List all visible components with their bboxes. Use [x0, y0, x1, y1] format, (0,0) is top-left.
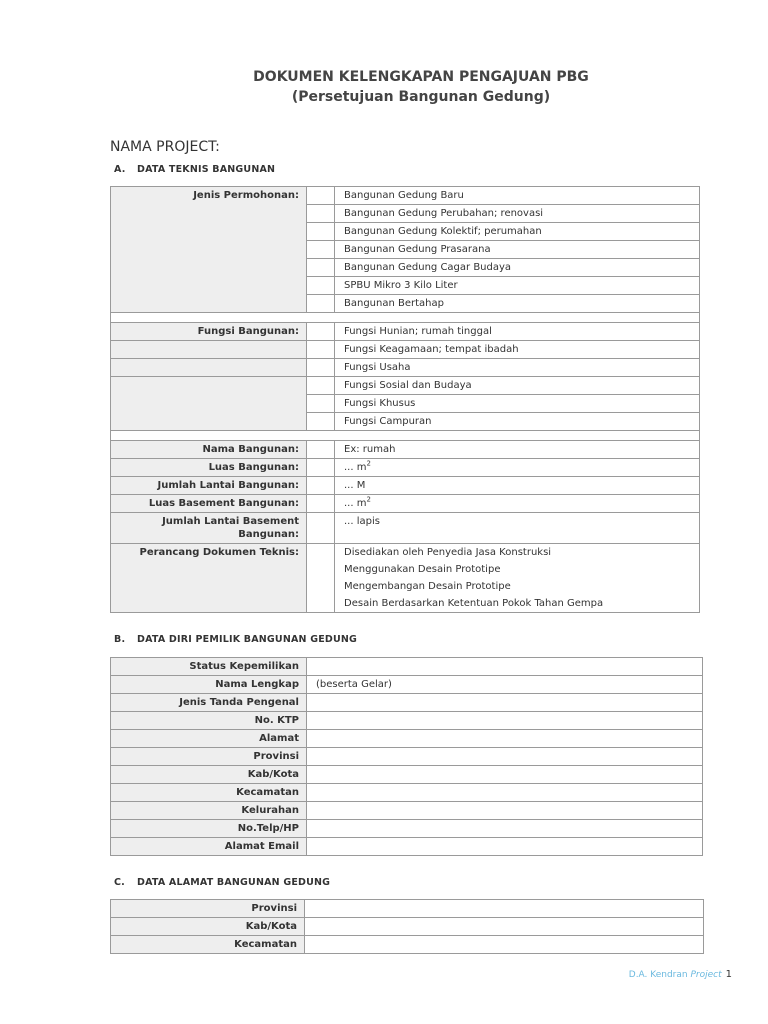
table-row: [111, 441, 700, 459]
table-row: [111, 730, 703, 748]
status-kepemilikan-label: Status Kepemilikan: [111, 658, 307, 676]
table-row: [111, 694, 703, 712]
alamat-kab-kota-field[interactable]: [305, 918, 704, 936]
footer-project: Project: [690, 970, 722, 980]
document-subtitle: (Persetujuan Bangunan Gedung): [291, 89, 551, 105]
spacer-row: [111, 313, 700, 323]
section-c-letter: C.: [114, 877, 125, 888]
technical-data-table: [110, 186, 700, 613]
status-kepemilikan-field[interactable]: [307, 658, 703, 676]
table-row: [111, 748, 703, 766]
perancang-option-3: Mengembangan Desain Prototipe: [335, 578, 700, 595]
section-a-title: DATA TEKNIS BANGUNAN: [137, 164, 276, 175]
table-row: [111, 323, 700, 341]
perancang-option-1: Disediakan oleh Penyedia Jasa Konstruksi: [335, 544, 700, 562]
section-a-letter: A.: [114, 164, 126, 175]
page-footer: [629, 969, 732, 980]
jenis-checkbox-6[interactable]: [307, 277, 335, 295]
kelurahan-label: Kelurahan: [111, 802, 307, 820]
jumlah-lantai-basement-field[interactable]: ... lapis: [335, 513, 700, 544]
table-row: [111, 513, 700, 544]
table-row: [111, 676, 703, 694]
kelurahan-field[interactable]: [307, 802, 703, 820]
jenis-option-2: Bangunan Gedung Perubahan; renovasi: [335, 205, 700, 223]
perancang-option-4: Desain Berdasarkan Ketentuan Pokok Tahan Gempa: [335, 595, 700, 613]
alamat-provinsi-field[interactable]: [305, 900, 704, 918]
table-row: [111, 187, 700, 205]
jenis-tanda-pengenal-field[interactable]: [307, 694, 703, 712]
alamat-label: Alamat: [111, 730, 307, 748]
document-title: DOKUMEN KELENGKAPAN PENGAJUAN PBG: [253, 69, 589, 85]
alamat-kab-kota-label: Kab/Kota: [111, 918, 305, 936]
jenis-checkbox-1[interactable]: [307, 187, 335, 205]
section-b-letter: B.: [114, 634, 126, 645]
table-row: [111, 900, 704, 918]
jenis-tanda-pengenal-label: Jenis Tanda Pengenal: [111, 694, 307, 712]
jenis-checkbox-5[interactable]: [307, 259, 335, 277]
section-b-heading: [114, 634, 357, 645]
jumlah-lantai-field[interactable]: ... M: [335, 477, 700, 495]
no-ktp-label: No. KTP: [111, 712, 307, 730]
jenis-checkbox-7[interactable]: [307, 295, 335, 313]
fungsi-option-4: Fungsi Sosial dan Budaya: [335, 377, 700, 395]
jenis-option-1: Bangunan Gedung Baru: [335, 187, 700, 205]
alamat-kecamatan-label: Kecamatan: [111, 936, 305, 954]
alamat-email-label: Alamat Email: [111, 838, 307, 856]
jenis-option-3: Bangunan Gedung Kolektif; perumahan: [335, 223, 700, 241]
nama-lengkap-field[interactable]: (beserta Gelar): [307, 676, 703, 694]
fungsi-option-6: Fungsi Campuran: [335, 413, 700, 431]
kab-kota-label: Kab/Kota: [111, 766, 307, 784]
kecamatan-label: Kecamatan: [111, 784, 307, 802]
luas-bangunan-label: Luas Bangunan:: [111, 459, 307, 477]
table-row: [111, 459, 700, 477]
table-row: [111, 544, 700, 562]
owner-data-table: [110, 657, 703, 856]
table-row: [111, 341, 700, 359]
provinsi-label: Provinsi: [111, 748, 307, 766]
luas-basement-label: Luas Basement Bangunan:: [111, 495, 307, 513]
provinsi-field[interactable]: [307, 748, 703, 766]
jenis-checkbox-3[interactable]: [307, 223, 335, 241]
fungsi-option-1: Fungsi Hunian; rumah tinggal: [335, 323, 700, 341]
table-row: [111, 918, 704, 936]
project-name-label: NAMA PROJECT:: [110, 139, 220, 155]
section-c-title: DATA ALAMAT BANGUNAN GEDUNG: [137, 877, 331, 888]
fungsi-checkbox-2[interactable]: [307, 341, 335, 359]
footer-author: D.A. Kendran: [628, 970, 691, 980]
no-telp-field[interactable]: [307, 820, 703, 838]
section-c-heading: [114, 877, 330, 888]
section-b-title: DATA DIRI PEMILIK BANGUNAN GEDUNG: [137, 634, 358, 645]
table-row: [111, 377, 700, 395]
jenis-permohonan-label: Jenis Permohonan:: [111, 187, 307, 313]
alamat-kecamatan-field[interactable]: [305, 936, 704, 954]
jenis-option-5: Bangunan Gedung Cagar Budaya: [335, 259, 700, 277]
table-row: [111, 838, 703, 856]
no-ktp-field[interactable]: [307, 712, 703, 730]
fungsi-checkbox-4[interactable]: [307, 377, 335, 395]
fungsi-option-5: Fungsi Khusus: [335, 395, 700, 413]
fungsi-option-3: Fungsi Usaha: [335, 359, 700, 377]
kab-kota-field[interactable]: [307, 766, 703, 784]
jenis-checkbox-4[interactable]: [307, 241, 335, 259]
luas-bangunan-field[interactable]: ... $m^2$: [335, 459, 700, 477]
fungsi-checkbox-1[interactable]: [307, 323, 335, 341]
table-row: [111, 477, 700, 495]
alamat-email-field[interactable]: [307, 838, 703, 856]
fungsi-option-2: Fungsi Keagamaan; tempat ibadah: [335, 341, 700, 359]
table-row: [111, 495, 700, 513]
jenis-option-7: Bangunan Bertahap: [335, 295, 700, 313]
table-row: [111, 820, 703, 838]
fungsi-checkbox-5[interactable]: [307, 395, 335, 413]
luas-basement-field[interactable]: ... $m^2$: [335, 495, 700, 513]
table-row: [111, 784, 703, 802]
perancang-dokumen-label: Perancang Dokumen Teknis:: [111, 544, 307, 613]
section-a-heading: [114, 164, 275, 175]
fungsi-checkbox-3[interactable]: [307, 359, 335, 377]
table-row: [111, 766, 703, 784]
table-row: [111, 936, 704, 954]
table-row: [111, 359, 700, 377]
spacer-row: [111, 431, 700, 441]
nama-bangunan-label: Nama Bangunan:: [111, 441, 307, 459]
jenis-option-4: Bangunan Gedung Prasarana: [335, 241, 700, 259]
fungsi-bangunan-label: Fungsi Bangunan:: [111, 323, 307, 341]
jumlah-lantai-basement-label: Jumlah Lantai Basement Bangunan:: [111, 513, 307, 544]
jenis-checkbox-2[interactable]: [307, 205, 335, 223]
fungsi-checkbox-6[interactable]: [307, 413, 335, 431]
page-number: 1: [725, 969, 732, 980]
table-row: [111, 712, 703, 730]
perancang-option-2: Menggunakan Desain Prototipe: [335, 561, 700, 578]
alamat-provinsi-label: Provinsi: [111, 900, 305, 918]
table-row: [111, 802, 703, 820]
nama-bangunan-field[interactable]: Ex: rumah: [335, 441, 700, 459]
kecamatan-field[interactable]: [307, 784, 703, 802]
nama-lengkap-label: Nama Lengkap: [111, 676, 307, 694]
table-row: [111, 658, 703, 676]
jenis-option-6: SPBU Mikro 3 Kilo Liter: [335, 277, 700, 295]
no-telp-label: No.Telp/HP: [111, 820, 307, 838]
jumlah-lantai-label: Jumlah Lantai Bangunan:: [111, 477, 307, 495]
building-address-table: [110, 899, 704, 954]
alamat-field[interactable]: [307, 730, 703, 748]
